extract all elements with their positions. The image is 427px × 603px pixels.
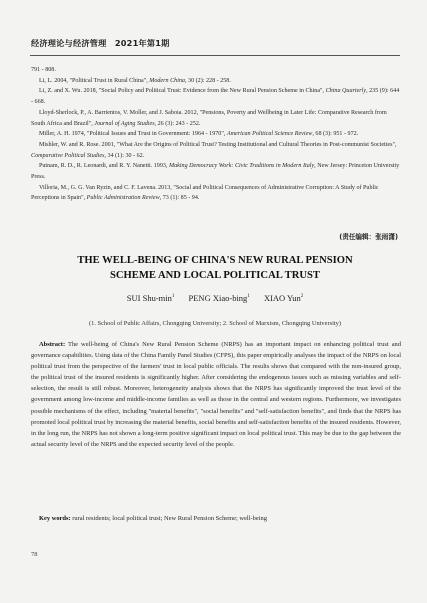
reference-item: Miller, A. H. 1974, "Political Issues and Trust in Government: 1964 - 1970", American Political Science Review, 68 (3): 951 - 972. bbox=[39, 131, 359, 138]
author-name: PENG Xiao-bing bbox=[188, 293, 248, 303]
header-rule bbox=[30, 55, 400, 56]
title-line-1: THE WELL-BEING OF CHINA'S NEW RURAL PENSION bbox=[77, 255, 353, 266]
page-number: 78 bbox=[31, 551, 38, 558]
abstract bbox=[31, 339, 401, 450]
author-name: SUI Shu-min bbox=[126, 293, 172, 303]
keywords bbox=[31, 515, 401, 522]
affiliations: (1. School of Public Affairs, Chongqing University; 2. School of Marxism, Chongqing University) bbox=[89, 320, 341, 327]
reference-item: Villoria, M., G. G. Van Ryzin, and C. F. Lavena. 2013, "Social and Political Consequences of Administrative Corruption: A Study of Public Perceptions in Spain", Public Administration Review, 73 (1): 85 - 94. bbox=[31, 184, 379, 202]
keywords-text: rural residents; local political trust; New Rural Pension Scheme; well-being bbox=[70, 515, 267, 522]
reference-list bbox=[31, 65, 401, 204]
abstract-text: The well-being of China's New Rural Pension Scheme (NRPS) has an important impact on enhancing political trust and governance capabilities. Using data of the China Family Panel Studies (CFPS), this paper empirically analyses the impact of the NRPS on local political trust from the perspective of the farmers' trust in local public officials. The results shows that compared with the non-insured group, the political trust of the insured residents is significantly higher. After considering the endogenous issues such as missing variables and self-selection, the result is still robust. Moreover, heterogeneity analysis shows that the NRPS has significantly improved the trust level of the government among low-income and middle-income families as well as those in the central and western regions. Furthermore, we investigates possible mechanisms of the effect, including "material benefits", "social benefits" and "self-satisfaction benefits", and finds that the NRPS has promoted local political trust by increasing the material benefits, social benefits and self-satisfaction benefits of the insured residents. However, in the long run, the NRPS has not shown a long-term positive significant impact on local political trust. This may be due to the gap between the actual security level of the NRPS and the expected security level of the people. bbox=[31, 341, 401, 448]
reference-item: Li, Z. and X. Wu. 2018, "Social Policy and Political Trust: Evidence from the New Rural Pension Scheme in China", China Quarterly, 235 (9): 644 - 668. bbox=[31, 88, 400, 106]
reference-item: Putnam, R. D., R. Leonardi, and R. Y. Nanetti. 1993, Making Democracy Work: Civic Traditions in Modern Italy, New Jersey: Princeton University Press. bbox=[31, 163, 400, 181]
reference-item: 791 - 808. bbox=[31, 67, 56, 73]
abstract-label: Abstract: bbox=[39, 341, 66, 348]
keywords-label: Key words: bbox=[39, 515, 71, 522]
reference-item: Li, L. 2004, "Political Trust in Rural China", Modern China, 30 (2): 228 - 258. bbox=[39, 77, 231, 84]
author-affiliation-marker: 1 bbox=[171, 294, 175, 300]
responsible-editor: (责任编辑：张雨潇) bbox=[339, 233, 398, 241]
author-list bbox=[30, 293, 400, 303]
author-name: XIAO Yun bbox=[263, 293, 301, 303]
reference-item: Lloyd-Sherlock, P., A. Barrientos, V. Moller, and J. Saboia. 2012, "Pensions, Poverty and Wellbeing in Later Life: Comparative Research from South Africa and Brazil", Journal of Aging Studies, 26 (3): 243 - 252. bbox=[31, 109, 387, 127]
reference-item: Mishler, W. and R. Rose. 2001, "What Are the Origins of Political Trust? Testing Institutional and Cultural Theories in Post-communist Societies", Comparative Political Studies, 34 (1): 30 - 62. bbox=[31, 141, 397, 159]
article-title bbox=[30, 253, 400, 283]
journal-header: 经济理论与经济管理 2021年第1期 bbox=[31, 38, 170, 48]
author-affiliation-marker: 1 bbox=[247, 294, 250, 300]
author-affiliation-marker: 2 bbox=[300, 294, 304, 300]
title-line-2: SCHEME AND LOCAL POLITICAL TRUST bbox=[110, 270, 320, 281]
